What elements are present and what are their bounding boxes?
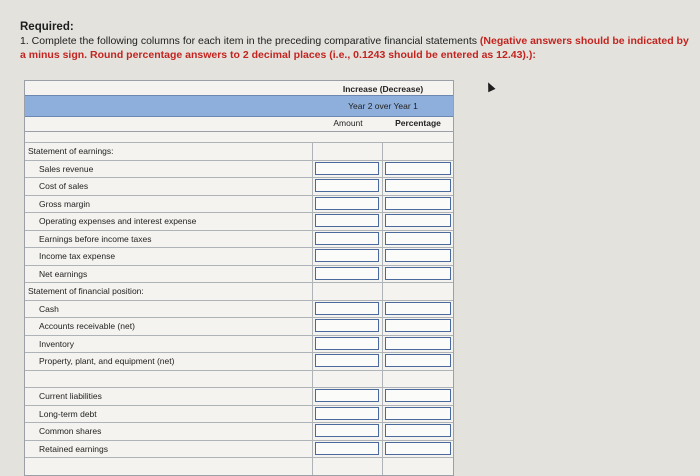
table-row: [25, 370, 453, 388]
percentage-cell: [383, 336, 453, 353]
amount-input[interactable]: [315, 337, 379, 350]
percentage-input[interactable]: [385, 179, 451, 192]
table-row: [25, 335, 453, 353]
percentage-input[interactable]: [385, 214, 451, 227]
amount-cell: [313, 213, 383, 230]
table-row: [25, 247, 453, 265]
percentage-input[interactable]: [385, 267, 451, 280]
percentage-cell: [383, 283, 453, 300]
percentage-cell: [383, 353, 453, 370]
row-label: Current liabilities: [25, 388, 313, 405]
percentage-input[interactable]: [385, 319, 451, 332]
amount-cell: [313, 283, 383, 300]
required-heading: Required:: [20, 21, 74, 33]
row-label: Cash: [25, 301, 313, 318]
amount-input[interactable]: [315, 389, 379, 402]
amount-input[interactable]: [315, 214, 379, 227]
table-row: [25, 440, 453, 458]
table-row: [25, 317, 453, 335]
instructions-text: [20, 34, 690, 62]
amount-cell: [313, 388, 383, 405]
table-row: [25, 387, 453, 405]
percentage-cell: [383, 301, 453, 318]
amount-cell: [313, 301, 383, 318]
amount-input[interactable]: [315, 267, 379, 280]
amount-input[interactable]: [315, 232, 379, 245]
row-label: Retained earnings: [25, 441, 313, 458]
percentage-input[interactable]: [385, 442, 451, 455]
row-label: Inventory: [25, 336, 313, 353]
amount-cell: [313, 371, 383, 388]
percentage-input[interactable]: [385, 424, 451, 437]
percentage-cell: [383, 318, 453, 335]
amount-input[interactable]: [315, 354, 379, 367]
percentage-cell: [383, 423, 453, 440]
amount-input[interactable]: [315, 442, 379, 455]
row-label: Operating expenses and interest expense: [25, 213, 313, 230]
percentage-input[interactable]: [385, 337, 451, 350]
amount-cell: [313, 178, 383, 195]
percentage-input[interactable]: [385, 354, 451, 367]
header-spacer: [25, 131, 453, 142]
row-label: Statement of financial position:: [25, 283, 313, 300]
table-row: [25, 160, 453, 178]
row-label: Property, plant, and equipment (net): [25, 353, 313, 370]
percentage-cell: [383, 266, 453, 283]
row-label: Long-term debt: [25, 406, 313, 423]
table-row: [25, 212, 453, 230]
percentage-cell: [383, 441, 453, 458]
percentage-cell: [383, 196, 453, 213]
amount-input[interactable]: [315, 407, 379, 420]
amount-cell: [313, 336, 383, 353]
percentage-cell: [383, 231, 453, 248]
amount-input[interactable]: [315, 302, 379, 315]
row-label: Sales revenue: [25, 161, 313, 178]
amount-cell: [313, 458, 383, 475]
table-row: [25, 265, 453, 283]
row-label: Cost of sales: [25, 178, 313, 195]
amount-input[interactable]: [315, 197, 379, 210]
row-label: [25, 371, 313, 388]
amount-input[interactable]: [315, 424, 379, 437]
percentage-cell: [383, 248, 453, 265]
row-label: Statement of earnings:: [25, 143, 313, 160]
instructions: [20, 20, 690, 62]
row-label: Income tax expense: [25, 248, 313, 265]
percentage-cell: [383, 161, 453, 178]
row-label: Net earnings: [25, 266, 313, 283]
amount-cell: [313, 266, 383, 283]
table-row: [25, 142, 453, 160]
percentage-input[interactable]: [385, 162, 451, 175]
amount-cell: [313, 353, 383, 370]
amount-cell: [313, 248, 383, 265]
row-label: [25, 458, 313, 475]
percentage-input[interactable]: [385, 389, 451, 402]
row-label: Accounts receivable (net): [25, 318, 313, 335]
amount-cell: [313, 406, 383, 423]
header-increase-decrease: Increase (Decrease): [342, 84, 424, 94]
row-label: Gross margin: [25, 196, 313, 213]
amount-cell: [313, 161, 383, 178]
header-shade-left: [25, 95, 313, 117]
percentage-cell: [383, 371, 453, 388]
percentage-input[interactable]: [385, 232, 451, 245]
header-year-comparison: Year 2 over Year 1: [348, 101, 418, 111]
table-row: [25, 457, 453, 475]
analysis-table: [24, 80, 454, 476]
amount-cell: [313, 441, 383, 458]
table-row: [25, 422, 453, 440]
amount-cell: [313, 143, 383, 160]
row-label: Earnings before income taxes: [25, 231, 313, 248]
table-row: [25, 405, 453, 423]
table-row: [25, 177, 453, 195]
mouse-cursor-icon: [484, 81, 495, 93]
amount-cell: [313, 231, 383, 248]
amount-input[interactable]: [315, 249, 379, 262]
percentage-input[interactable]: [385, 249, 451, 262]
instructions-main-text: 1. Complete the following columns for each item in the preceding comparative financial statements: [20, 35, 480, 47]
table-header: [25, 81, 453, 131]
instructions-note: (Negative answers should be indicated by a minus sign. Round percentage answers to 2 decimal places (i.e., 0.1243 should be entered as 12.43).):: [20, 35, 689, 61]
table-row: [25, 195, 453, 213]
amount-input[interactable]: [315, 179, 379, 192]
row-label: Common shares: [25, 423, 313, 440]
amount-input[interactable]: [315, 319, 379, 332]
column-amount: Amount: [333, 118, 363, 128]
amount-cell: [313, 423, 383, 440]
table-row: [25, 230, 453, 248]
percentage-cell: [383, 178, 453, 195]
table-row: [25, 352, 453, 370]
table-row: [25, 300, 453, 318]
percentage-input[interactable]: [385, 407, 451, 420]
percentage-input[interactable]: [385, 197, 451, 210]
amount-cell: [313, 318, 383, 335]
table-row: [25, 282, 453, 300]
percentage-cell: [383, 143, 453, 160]
amount-input[interactable]: [315, 162, 379, 175]
amount-cell: [313, 196, 383, 213]
header-right: [313, 81, 453, 131]
percentage-cell: [383, 458, 453, 475]
percentage-cell: [383, 388, 453, 405]
percentage-input[interactable]: [385, 302, 451, 315]
column-percentage: Percentage: [395, 118, 441, 128]
percentage-cell: [383, 406, 453, 423]
table-body: [25, 142, 453, 475]
percentage-cell: [383, 213, 453, 230]
